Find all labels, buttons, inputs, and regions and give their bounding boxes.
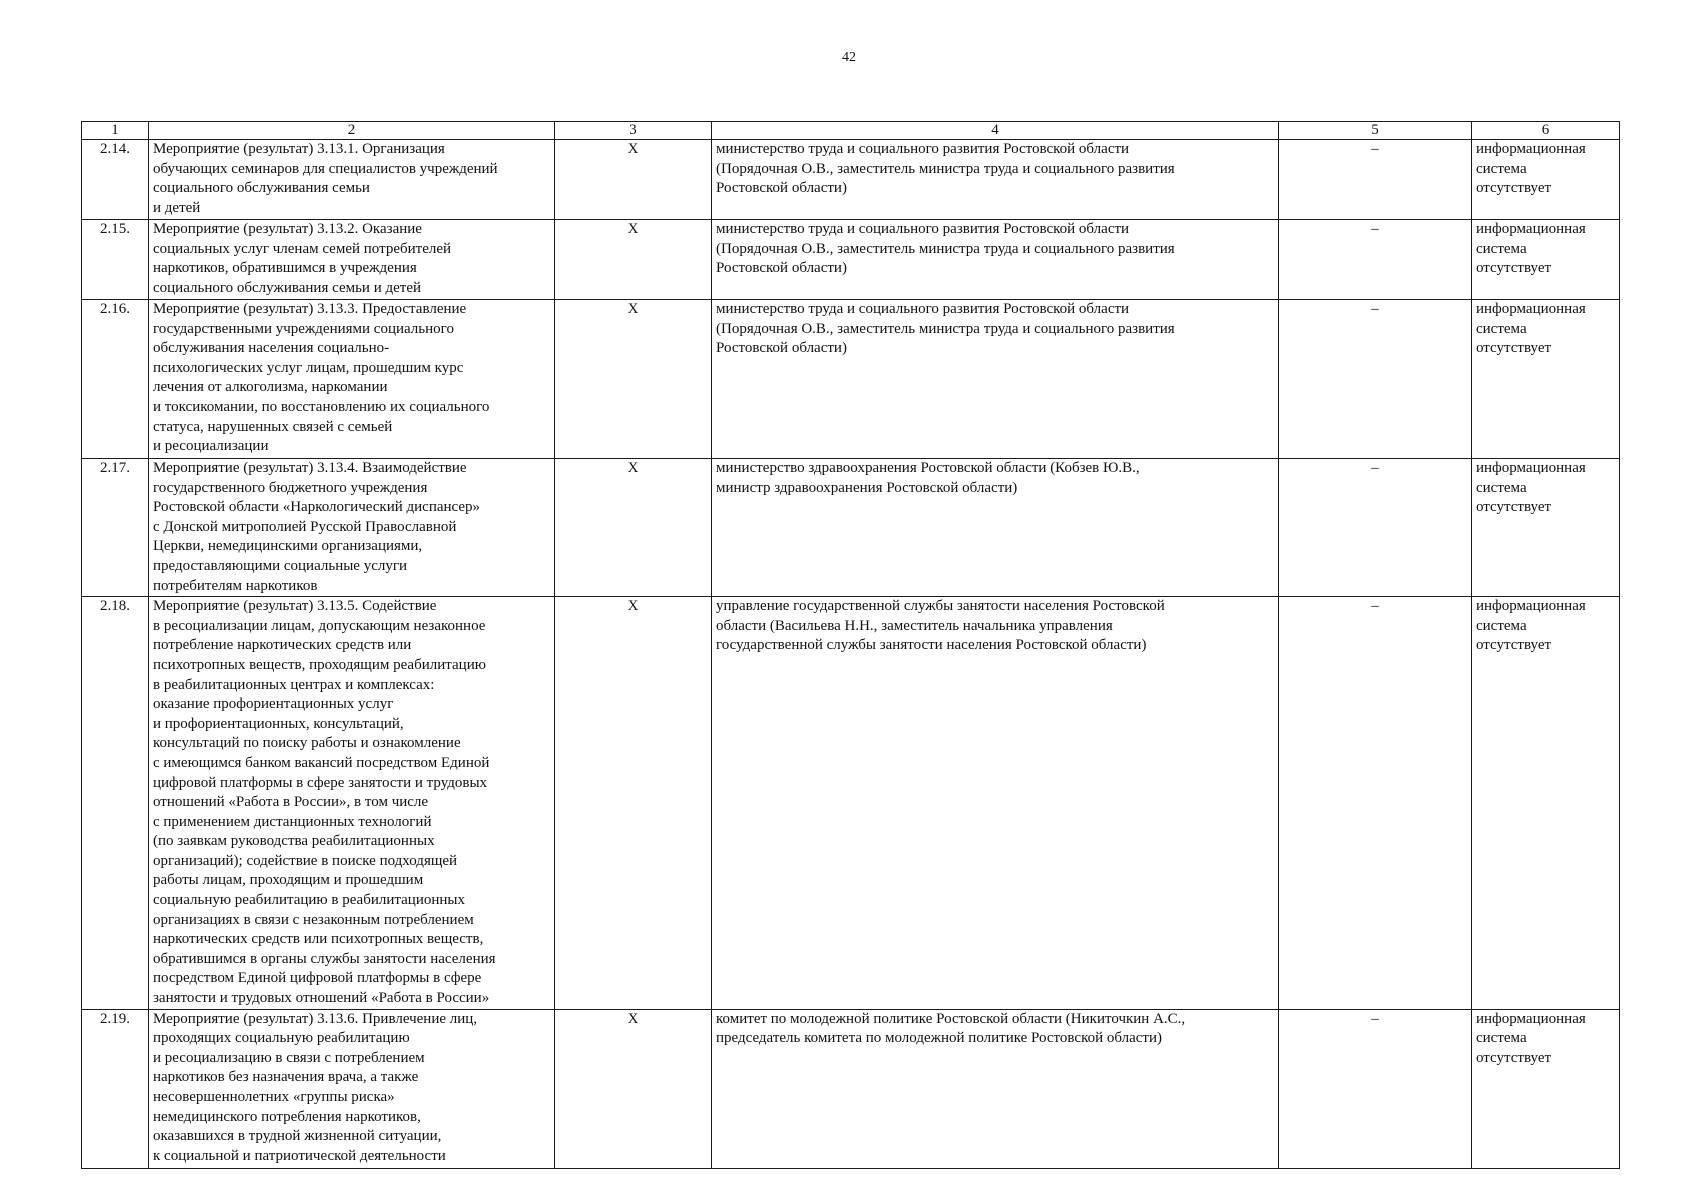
text-line: Ростовской области): [716, 180, 847, 197]
row-number: 2.16.: [82, 300, 149, 459]
text-line: консультаций по поиску работы и ознакомление: [153, 735, 461, 752]
text-line: статуса, нарушенных связей с семьей: [153, 418, 393, 435]
text-line: Ростовской области): [716, 340, 847, 357]
measure-description: [149, 140, 555, 220]
text-line: потребителям наркотиков: [153, 577, 318, 594]
text-line: информационная: [1476, 460, 1586, 476]
text-line: обратившимся в органы службы занятости населения: [153, 950, 496, 967]
text-line: Мероприятие (результат) 3.13.4. Взаимодействие: [153, 460, 467, 476]
table-row: [82, 140, 1620, 220]
text-line: немедицинского потребления наркотиков,: [153, 1108, 421, 1125]
responsible-organization: [712, 597, 1279, 1009]
text-line: социальную реабилитацию в реабилитационных: [153, 892, 465, 909]
text-line: министерство здравоохранения Ростовской области (Кобзев Ю.В.,: [716, 460, 1140, 476]
text-line: комитет по молодежной политике Ростовской области (Никиточкин А.С.,: [716, 1010, 1186, 1027]
text-line: и ресоциализацию в связи с потреблением: [153, 1049, 425, 1066]
table-row: [82, 459, 1620, 597]
responsible-organization: [712, 459, 1279, 597]
text-line: Церкви, немедицинскими организациями,: [153, 538, 423, 555]
text-line: занятости и трудовых отношений «Работа в России»: [153, 990, 490, 1007]
text-line: система: [1476, 320, 1527, 337]
text-line: председатель комитета по молодежной политике Ростовской области): [716, 1030, 1163, 1047]
text-line: в ресоциализации лицам, допускающим незаконное: [153, 617, 486, 634]
mark-cell: X: [555, 597, 712, 1009]
text-line: и детей: [153, 199, 201, 216]
text-line: информационная: [1476, 1010, 1586, 1027]
text-line: отношений «Работа в России», в том числе: [153, 794, 429, 811]
measures-table: [81, 121, 1620, 1169]
text-line: в реабилитационных центрах и комплексах:: [153, 676, 435, 693]
dash-cell: –: [1279, 220, 1472, 300]
text-line: Ростовской области «Наркологический диспансер»: [153, 499, 481, 516]
text-line: проходящих социальную реабилитацию: [153, 1030, 410, 1047]
measure-description: [149, 1009, 555, 1168]
dash-cell: –: [1279, 140, 1472, 220]
mark-cell: X: [555, 300, 712, 459]
column-header-2: 2: [149, 122, 555, 140]
text-line: организациях в связи с незаконным потреблением: [153, 911, 474, 928]
text-line: отсутствует: [1476, 499, 1552, 516]
table-row: [82, 300, 1620, 459]
text-line: министерство труда и социального развития Ростовской области: [716, 141, 1130, 157]
dash-cell: –: [1279, 300, 1472, 459]
text-line: потребление наркотических средств или: [153, 637, 412, 654]
text-line: с применением дистанционных технологий: [153, 813, 432, 830]
dash-cell: –: [1279, 597, 1472, 1009]
row-number: 2.15.: [82, 220, 149, 300]
text-line: (Порядочная О.В., заместитель министра труда и социального развития: [716, 240, 1175, 257]
row-number: 2.19.: [82, 1009, 149, 1168]
text-line: организаций); содействие в поиске подходящей: [153, 852, 458, 869]
text-line: информационная: [1476, 141, 1586, 157]
text-line: области (Васильева Н.Н., заместитель начальника управления: [716, 617, 1113, 634]
text-line: государственными учреждениями социального: [153, 320, 454, 337]
text-line: Ростовской области): [716, 260, 847, 277]
text-line: система: [1476, 479, 1527, 496]
text-line: цифровой платформы в сфере занятости и трудовых: [153, 774, 488, 791]
text-line: государственной службы занятости населения Ростовской области): [716, 637, 1147, 654]
responsible-organization: [712, 300, 1279, 459]
information-system: [1472, 459, 1620, 597]
text-line: министерство труда и социального развития Ростовской области: [716, 221, 1130, 237]
text-line: Мероприятие (результат) 3.13.1. Организация: [153, 141, 445, 157]
table-row: [82, 220, 1620, 300]
text-line: посредством Единой цифровой платформы в сфере: [153, 970, 482, 987]
column-header-1: 1: [82, 122, 149, 140]
text-line: обслуживания населения социально-: [153, 340, 390, 357]
table-row: [82, 1009, 1620, 1168]
text-line: информационная: [1476, 598, 1586, 615]
text-line: система: [1476, 617, 1527, 634]
text-line: наркотиков, обратившимся в учреждения: [153, 260, 417, 277]
text-line: система: [1476, 160, 1527, 177]
row-number: 2.17.: [82, 459, 149, 597]
text-line: отсутствует: [1476, 340, 1552, 357]
dash-cell: –: [1279, 1009, 1472, 1168]
text-line: Мероприятие (результат) 3.13.2. Оказание: [153, 221, 422, 237]
text-line: психотропных веществ, проходящим реабилитацию: [153, 656, 486, 673]
text-line: и токсикомании, по восстановлению их социального: [153, 398, 490, 415]
information-system: [1472, 300, 1620, 459]
measure-description: [149, 300, 555, 459]
information-system: [1472, 220, 1620, 300]
row-number: 2.18.: [82, 597, 149, 1009]
text-line: социального обслуживания семьи и детей: [153, 279, 422, 296]
text-line: отсутствует: [1476, 637, 1552, 654]
mark-cell: X: [555, 220, 712, 300]
table-body: [82, 140, 1620, 1169]
text-line: информационная: [1476, 301, 1586, 317]
text-line: (Порядочная О.В., заместитель министра труда и социального развития: [716, 160, 1175, 177]
text-line: отсутствует: [1476, 1049, 1552, 1066]
information-system: [1472, 1009, 1620, 1168]
text-line: система: [1476, 240, 1527, 257]
text-line: с имеющимся банком вакансий посредством Единой: [153, 754, 490, 771]
text-line: работы лицам, проходящим и прошедшим: [153, 872, 424, 889]
text-line: оказавшихся в трудной жизненной ситуации,: [153, 1128, 442, 1145]
mark-cell: X: [555, 459, 712, 597]
measure-description: [149, 220, 555, 300]
column-header-4: 4: [712, 122, 1279, 140]
text-line: система: [1476, 1030, 1527, 1047]
text-line: наркотиков без назначения врача, а также: [153, 1069, 419, 1086]
table-row: [82, 597, 1620, 1009]
text-line: психологических услуг лицам, прошедшим курс: [153, 359, 464, 376]
text-line: министерство труда и социального развития Ростовской области: [716, 301, 1130, 317]
text-line: Мероприятие (результат) 3.13.6. Привлечение лиц,: [153, 1010, 478, 1027]
measure-description: [149, 597, 555, 1009]
responsible-organization: [712, 220, 1279, 300]
text-line: с Донской митрополией Русской Православной: [153, 518, 457, 535]
page-number: 42: [842, 50, 856, 65]
information-system: [1472, 140, 1620, 220]
column-header-6: 6: [1472, 122, 1620, 140]
text-line: социального обслуживания семьи: [153, 180, 370, 197]
responsible-organization: [712, 140, 1279, 220]
row-number: 2.14.: [82, 140, 149, 220]
mark-cell: X: [555, 1009, 712, 1168]
table-header-row: [82, 122, 1620, 140]
column-header-5: 5: [1279, 122, 1472, 140]
measure-description: [149, 459, 555, 597]
text-line: и профориентационных, консультаций,: [153, 715, 404, 732]
text-line: министр здравоохранения Ростовской области): [716, 479, 1018, 496]
text-line: и ресоциализации: [153, 438, 269, 455]
text-line: лечения от алкоголизма, наркомании: [153, 379, 388, 396]
column-header-3: 3: [555, 122, 712, 140]
text-line: (по заявкам руководства реабилитационных: [153, 833, 435, 850]
text-line: предоставляющими социальные услуги: [153, 557, 408, 574]
text-line: отсутствует: [1476, 260, 1552, 277]
text-line: несовершеннолетних «группы риска»: [153, 1089, 395, 1105]
text-line: Мероприятие (результат) 3.13.3. Предоставление: [153, 301, 467, 317]
text-line: наркотических средств или психотропных веществ,: [153, 931, 484, 948]
text-line: социальных услуг членам семей потребителей: [153, 240, 452, 257]
text-line: государственного бюджетного учреждения: [153, 479, 428, 496]
text-line: оказание профориентационных услуг: [153, 696, 394, 713]
text-line: управление государственной службы занятости населения Ростовской: [716, 598, 1165, 615]
text-line: Мероприятие (результат) 3.13.5. Содействие: [153, 598, 437, 615]
responsible-organization: [712, 1009, 1279, 1168]
mark-cell: X: [555, 140, 712, 220]
text-line: отсутствует: [1476, 180, 1552, 197]
text-line: к социальной и патриотической деятельности: [153, 1147, 446, 1164]
text-line: (Порядочная О.В., заместитель министра труда и социального развития: [716, 320, 1175, 337]
information-system: [1472, 597, 1620, 1009]
text-line: обучающих семинаров для специалистов учреждений: [153, 160, 498, 177]
dash-cell: –: [1279, 459, 1472, 597]
text-line: информационная: [1476, 221, 1586, 237]
